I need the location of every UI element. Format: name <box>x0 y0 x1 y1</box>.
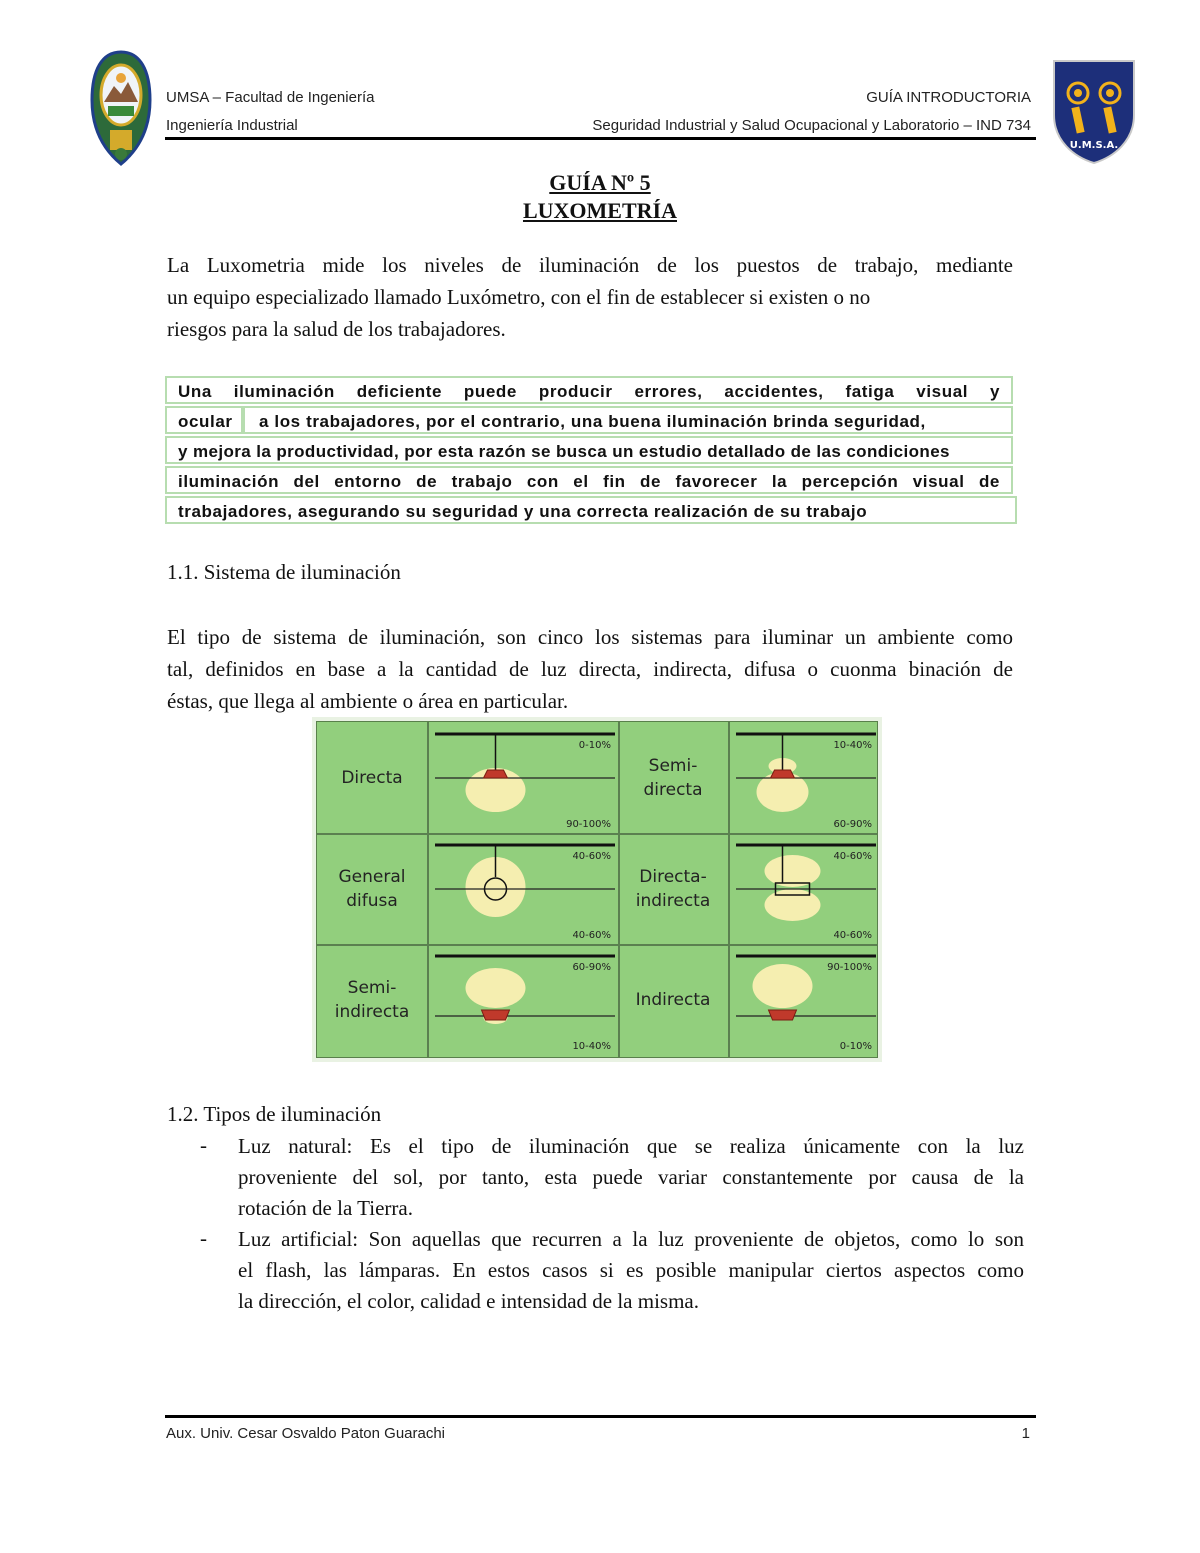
section1-line: éstas, que llega al ambiente o área en particular. <box>167 689 569 713</box>
intro-paragraph <box>167 249 1013 345</box>
lighting-type-label-line: Directa- <box>639 866 707 887</box>
highlight-row: y mejora la productividad, por esta razón se busca un estudio detallado de las condiciones <box>165 436 1013 464</box>
header-department: Ingeniería Industrial <box>166 117 298 134</box>
header-faculty: UMSA – Facultad de Ingeniería <box>166 89 375 106</box>
upward-light-percent: 40-60% <box>833 851 872 862</box>
lighting-type-label-line: directa <box>643 779 703 800</box>
section1-paragraph <box>167 621 1013 717</box>
highlight-row: iluminación del entorno de trabajo con el fin de favorecer la percepción visual de <box>165 466 1013 494</box>
downward-light-percent: 90-100% <box>566 819 611 830</box>
section-heading-lighting-types: 1.2. Tipos de iluminación <box>167 1102 382 1126</box>
highlight-row: a los trabajadores, por el contrario, una buena iluminación brinda seguridad, <box>243 406 1013 434</box>
light-glow <box>765 889 821 921</box>
lighting-type-label <box>618 754 728 802</box>
header-guide-type: GUÍA INTRODUCTORIA <box>866 89 1031 106</box>
lighting-type-label-line: Indirecta <box>635 989 711 1010</box>
light-glow <box>753 964 813 1008</box>
luminaire-icon <box>482 1010 510 1020</box>
upward-light-percent: 0-10% <box>578 740 611 751</box>
highlight-row: trabajadores, asegurando su seguridad y una correcta realización de su trabajo <box>165 496 1017 524</box>
bullet-line: proveniente del sol, por tanto, esta puede variar constantemente por causa de la <box>238 1165 1024 1189</box>
ingenieria-industrial-logo <box>1048 55 1140 165</box>
lighting-type-label-line: Semi- <box>347 977 397 998</box>
highlight-row: ocular <box>165 406 243 434</box>
section1-line: tal, definidos en base a la cantidad de luz directa, indirecta, difusa o cuonma binación de <box>167 657 1013 681</box>
lighting-type-label <box>317 865 427 913</box>
lighting-type-label-line: Semi- <box>648 755 698 776</box>
bullet-line: rotación de la Tierra. <box>238 1196 413 1220</box>
luminaire-icon <box>484 770 508 778</box>
bullet-line: la dirección, el color, calidad e intensidad de la misma. <box>238 1289 699 1313</box>
lighting-type-label <box>317 976 427 1024</box>
highlight-row: Una iluminación deficiente puede producir errores, accidentes, fatiga visual y <box>165 376 1013 404</box>
light-distribution-diagram <box>730 722 880 833</box>
bullet-natural-light <box>238 1131 1024 1224</box>
lighting-systems-grid <box>316 721 878 1058</box>
upward-light-percent: 90-100% <box>827 962 872 973</box>
light-distribution-diagram <box>730 833 880 944</box>
upward-light-percent: 40-60% <box>572 851 611 862</box>
bullet-line: el flash, las lámparas. En estos casos si es posible manipular ciertos aspectos como <box>238 1258 1024 1282</box>
downward-light-percent: 0-10% <box>839 1041 872 1052</box>
section-heading-lighting-system: 1.1. Sistema de iluminación <box>167 560 401 584</box>
downward-light-percent: 10-40% <box>572 1041 611 1052</box>
downward-light-percent: 40-60% <box>572 930 611 941</box>
luminaire-icon <box>771 770 795 778</box>
downward-light-percent: 60-90% <box>833 819 872 830</box>
lighting-type-label-line: indirecta <box>334 1001 410 1022</box>
footer-author: Aux. Univ. Cesar Osvaldo Paton Guarachi <box>166 1425 446 1442</box>
bullet-line: Luz artificial: Son aquellas que recurren a la luz proveniente de objetos, como lo son <box>238 1227 1024 1251</box>
bullet-dash: - <box>200 1133 207 1157</box>
light-glow <box>765 855 821 887</box>
lighting-type-label <box>618 988 728 1012</box>
lighting-type-label-line: Directa <box>341 767 403 788</box>
light-distribution-diagram <box>429 833 619 944</box>
lighting-type-label-line: indirecta <box>635 890 711 911</box>
intro-line: un equipo especializado llamado Luxómetro, con el fin de establecer si existen o no <box>167 285 871 309</box>
page-title: LUXOMETRÍA <box>522 198 677 223</box>
light-glow <box>466 968 526 1008</box>
bullet-line: Luz natural: Es el tipo de iluminación que se realiza únicamente con la luz <box>238 1134 1024 1158</box>
light-distribution-diagram <box>429 722 619 833</box>
intro-line: riesgos para la salud de los trabajadores. <box>167 317 506 341</box>
intro-line: La Luxometria mide los niveles de iluminación de los puestos de trabajo, mediante <box>167 253 1013 277</box>
logo-right-text: U.M.S.A. <box>1069 140 1119 151</box>
light-distribution-diagram <box>429 944 619 1055</box>
upward-light-percent: 10-40% <box>833 740 872 751</box>
header-course: Seguridad Industrial y Salud Ocupacional y Laboratorio – IND 734 <box>592 117 1031 134</box>
light-distribution-diagram <box>730 944 880 1055</box>
lighting-type-label-line: difusa <box>346 890 398 911</box>
luminaire-icon <box>769 1010 797 1020</box>
section1-line: El tipo de sistema de iluminación, son cinco los sistemas para iluminar un ambiente como <box>167 625 1013 649</box>
upward-light-percent: 60-90% <box>572 962 611 973</box>
lighting-type-label-line: General <box>338 866 406 887</box>
page-number: 1 <box>1021 1425 1030 1442</box>
umsa-shield-logo <box>90 50 152 168</box>
guide-number: GUÍA Nº 5 <box>549 170 651 195</box>
footer-rule <box>165 1415 1036 1418</box>
lighting-type-label <box>317 766 427 790</box>
lighting-systems-figure <box>312 717 882 1062</box>
header-rule <box>165 137 1036 140</box>
lighting-type-label <box>618 865 728 913</box>
downward-light-percent: 40-60% <box>833 930 872 941</box>
bullet-artificial-light <box>238 1224 1024 1317</box>
bullet-dash: - <box>200 1226 207 1250</box>
